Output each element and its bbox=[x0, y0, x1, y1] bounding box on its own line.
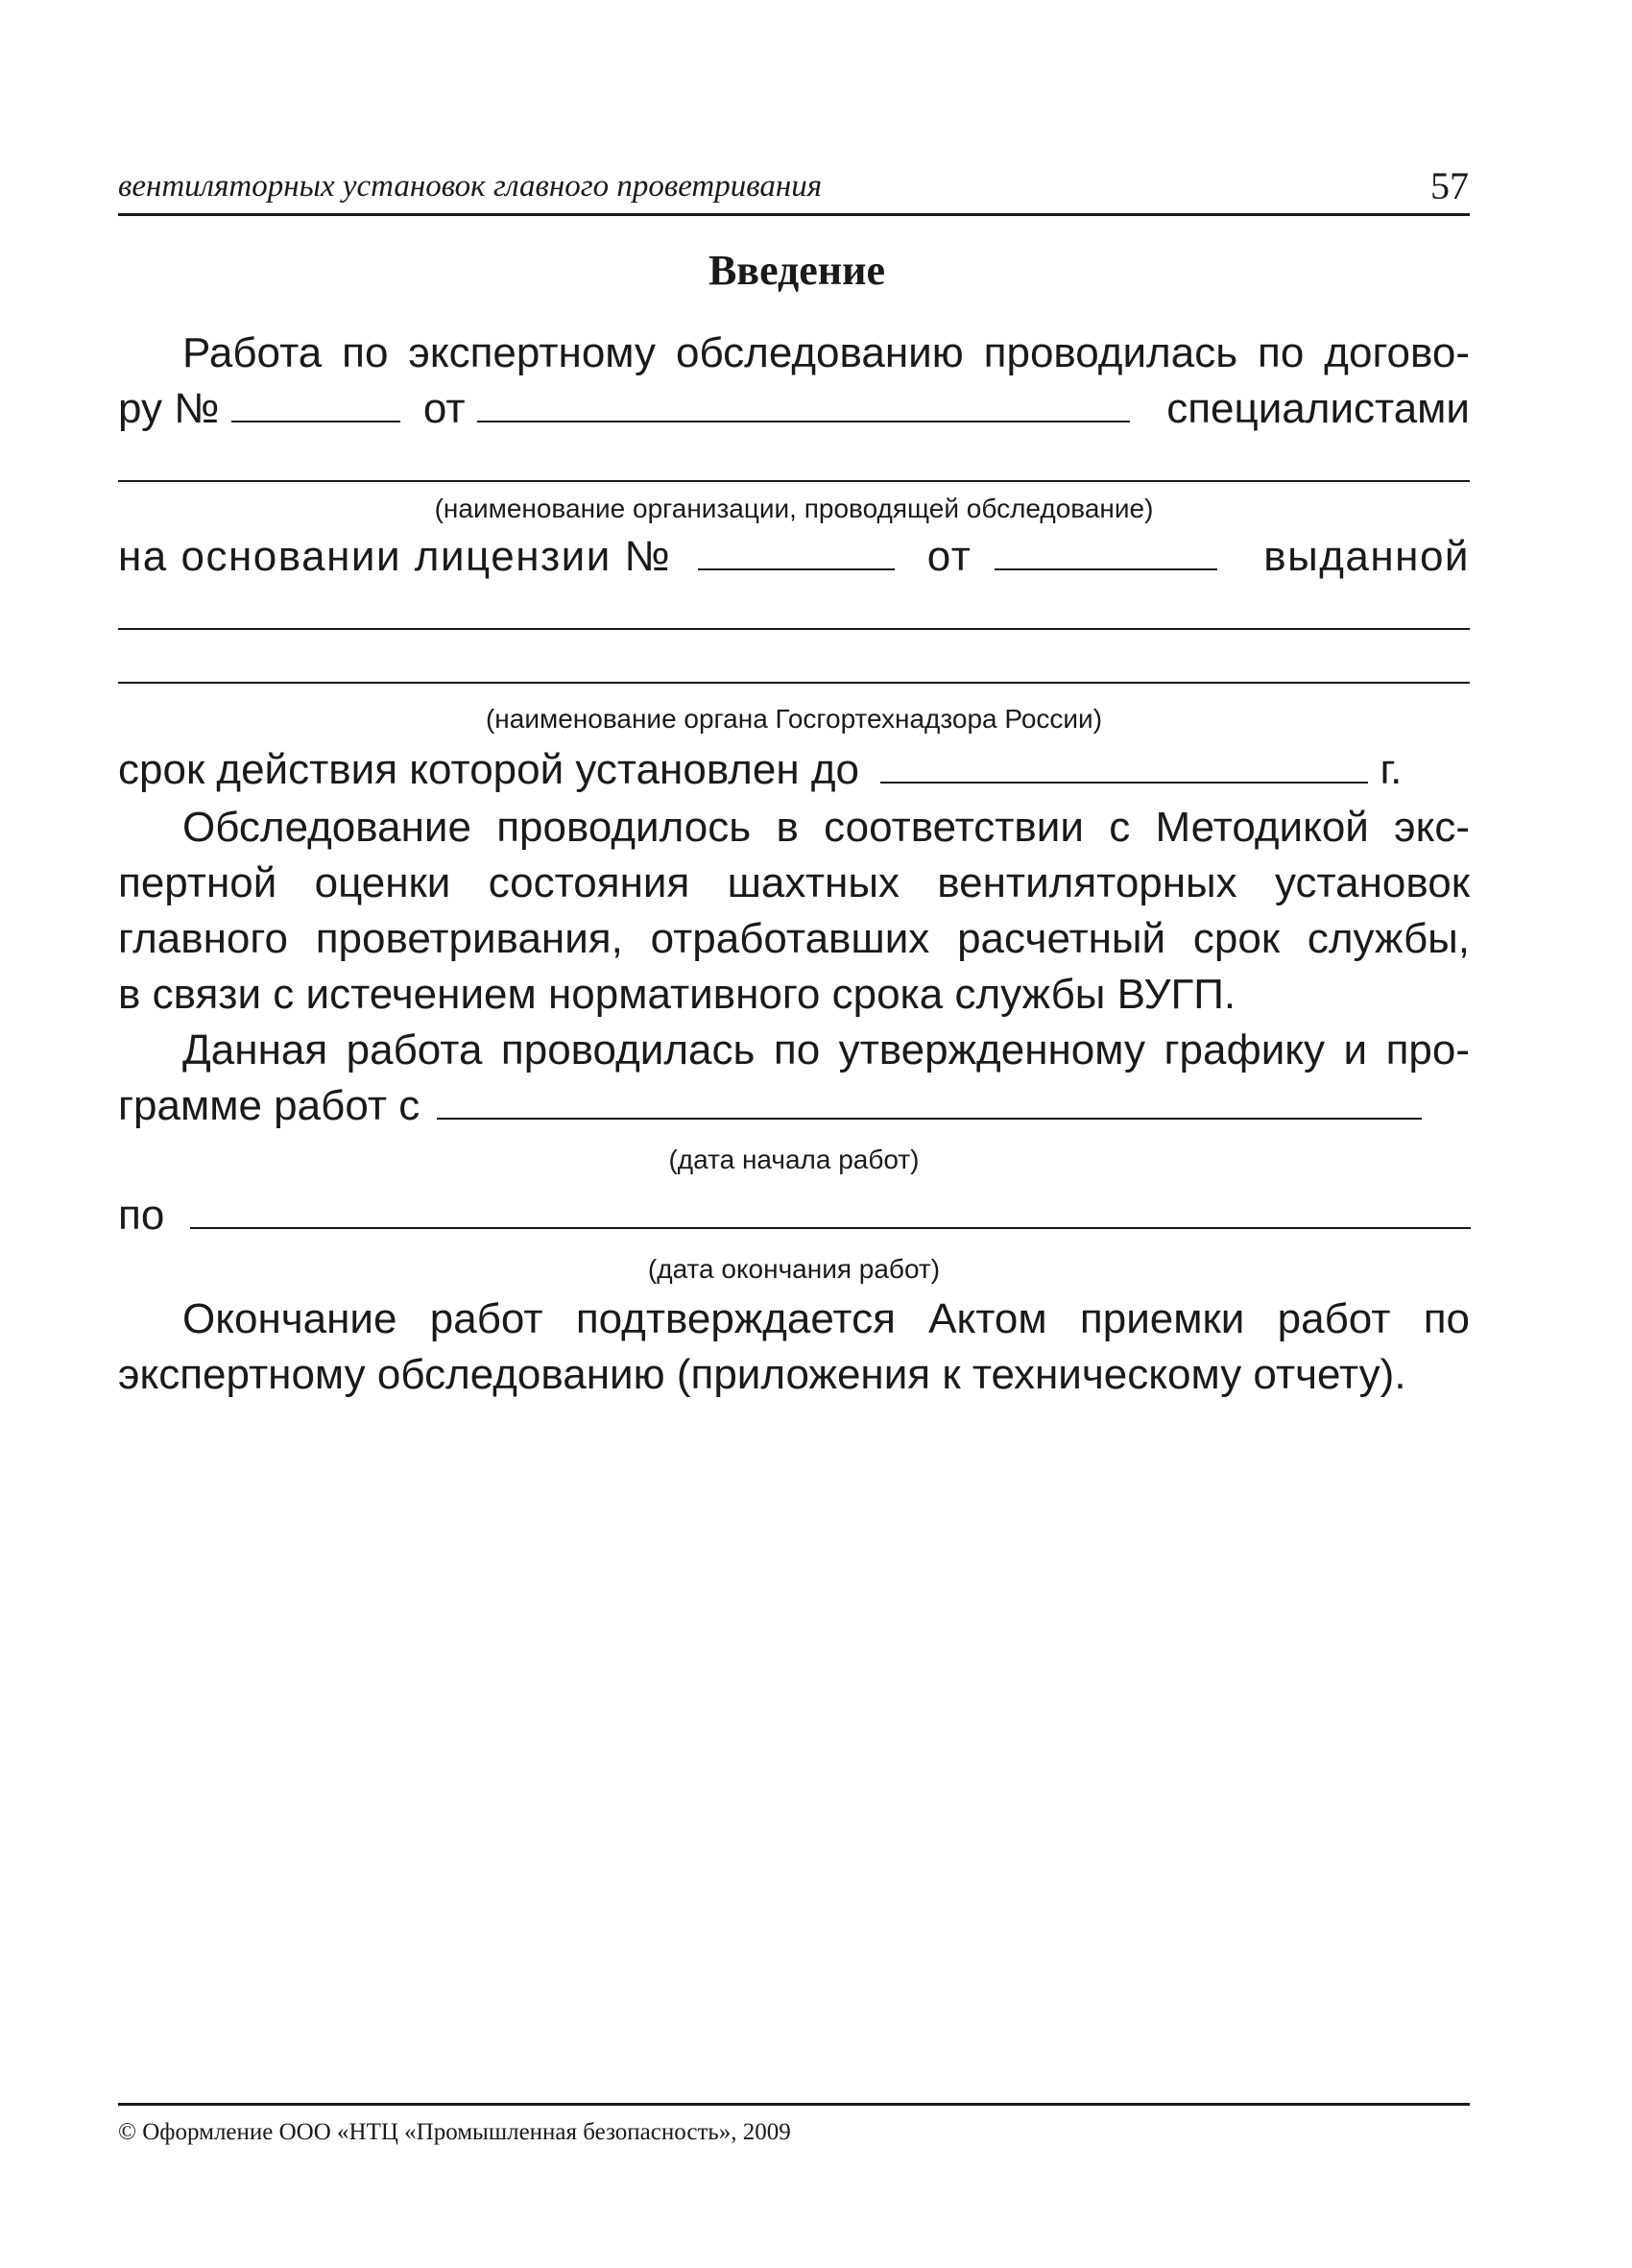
org-name-blank bbox=[118, 480, 1470, 482]
license-date-blank bbox=[995, 532, 1217, 570]
para1-line1: Работа по экспертному обследованию проводилась по догово- bbox=[182, 329, 1470, 376]
header-rule bbox=[118, 213, 1470, 216]
specialists-label: специалистами bbox=[1166, 385, 1470, 432]
authority-caption: (наименование органа Госгортехнадзора России) bbox=[485, 704, 1103, 734]
end-label: по bbox=[118, 1192, 165, 1239]
issued-label: выданной bbox=[1263, 533, 1470, 580]
running-header-title: вентиляторных установок главного проветривания bbox=[118, 169, 823, 204]
para4-line2: экспертному обследованию (приложения к техническому отчету). bbox=[118, 1351, 1406, 1398]
license-number-blank bbox=[698, 532, 895, 570]
footer-rule bbox=[118, 2103, 1470, 2106]
license-date-label: от bbox=[926, 533, 972, 580]
para1-line2 bbox=[118, 382, 1470, 436]
start-label: грамме работ с bbox=[118, 1082, 420, 1129]
license-line bbox=[118, 530, 1470, 584]
contract-number-blank bbox=[231, 384, 400, 422]
para2-line2: пертной оценки состояния шахтных вентиляторных установок bbox=[118, 859, 1470, 906]
authority-blank-1 bbox=[118, 628, 1470, 630]
contract-date-blank bbox=[477, 384, 1130, 422]
contract-date-label: от bbox=[422, 385, 466, 432]
validity-date-blank bbox=[880, 745, 1368, 784]
org-caption: (наименование организации, проводящей обследование) bbox=[434, 494, 1154, 523]
end-date-blank bbox=[190, 1191, 1471, 1229]
section-title: Введение bbox=[708, 247, 886, 294]
validity-label: срок действия которой установлен до bbox=[118, 746, 859, 793]
para2-line3: главного проветривания, отработавших расчетный срок службы, bbox=[118, 915, 1470, 962]
para3-line1: Данная работа проводилась по утвержденному графику и про- bbox=[182, 1026, 1470, 1074]
end-line bbox=[118, 1189, 1470, 1243]
start-caption: (дата начала работ) bbox=[668, 1145, 920, 1174]
para4-line1: Окончание работ подтверждается Актом приемки работ по bbox=[182, 1295, 1470, 1342]
para2-line1: Обследование проводилось в соответствии с Методикой экс- bbox=[182, 804, 1470, 851]
para2-line4: в связи с истечением нормативного срока службы ВУГП. bbox=[118, 971, 1236, 1018]
start-date-blank bbox=[437, 1081, 1422, 1120]
authority-blank-2 bbox=[118, 682, 1470, 684]
year-suffix: г. bbox=[1380, 746, 1403, 793]
page-number: 57 bbox=[1430, 164, 1469, 207]
footer-copyright: © Оформление ООО «НТЦ «Промышленная безопасность», 2009 bbox=[118, 2119, 791, 2145]
contract-number-label: ру № bbox=[118, 385, 220, 432]
para3-line2 bbox=[118, 1079, 1470, 1133]
license-number-label: на основании лицензии № bbox=[118, 533, 672, 580]
validity-line bbox=[118, 743, 1470, 797]
end-caption: (дата окончания работ) bbox=[647, 1254, 941, 1284]
